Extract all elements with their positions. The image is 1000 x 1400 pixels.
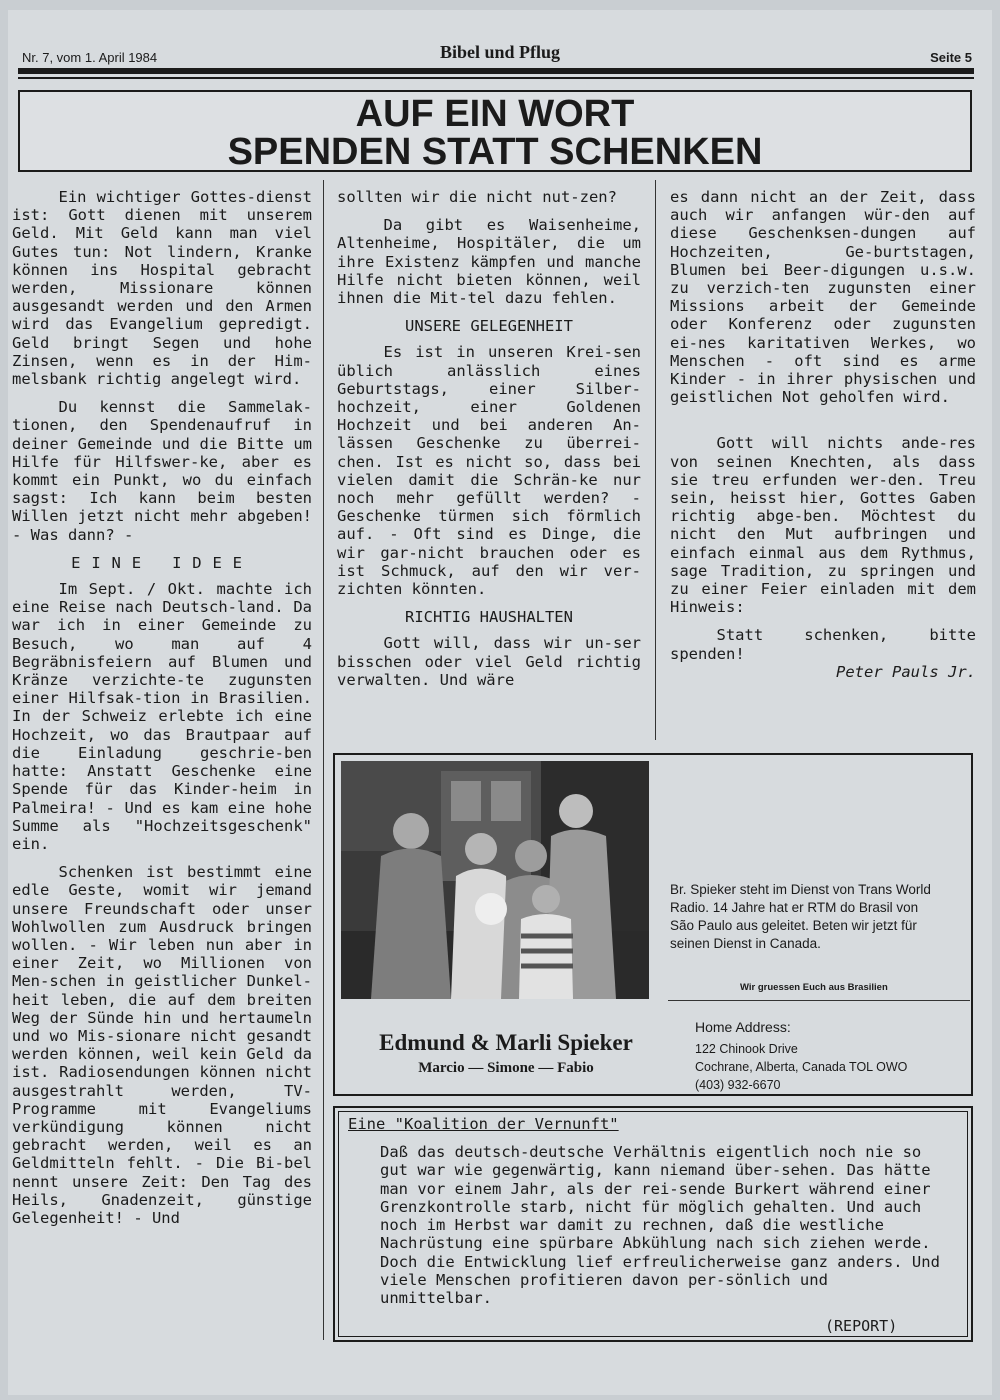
paragraph: Schenken ist bestimmt eine edle Geste, womit wir jemand unsere Freundschaft oder unser Wohlwollen zum Ausdruck bringen wollen. - Wir leben nun aber in einer Zeit, wo Millionen von Men-schen in geistlicher Dunkel-heit leben, die auf dem breiten Weg der Sünde hin und hertaumeln und wo Mis-sionare nicht gesandt werden können, weil kein Geld da ist. Radiosendungen können nicht ausgestrahlt werden, TV-Programme mit Evangeliums verkündigung können nicht gebracht werden, weil es an Geldmitteln fehlt. - Die Bi-bel nennt unsere Zeit: Den Tag des Heils, Gnadenzeit, günstige Gelegenheit! - Und (12, 863, 312, 1227)
author-signature: Peter Pauls Jr. (836, 662, 976, 681)
section-heading: EINE IDEE (71, 553, 253, 572)
paragraph: sollten wir die nicht nut-zen? (337, 188, 617, 206)
section-heading: UNSERE GELEGENHEIT (405, 317, 573, 336)
ad-caption: Br. Spieker steht im Dienst von Trans World Radio. 14 Jahre hat er RTM do Brasil von São Paulo aus geleitet. Beten wir jetzt für seinen Dienst in Canada. (670, 882, 931, 951)
paragraph: Es ist in unseren Krei-sen üblich anlässlich eines Geburtstags, einer Silber-hochzeit, einer Goldenen Hochzeit und bei anderen An-lässen Geschenke zu überrei-chen. Ist es nicht so, dass bei vielen damit die Schrän-ke nur noch mehr gefüllt werden? - Geschenke türmen sich förmlich auf. - Oft sind es Dinge, die wir gar-nicht brauchen oder es ist Schmuck, auf den wir ver-zichten könnten. (337, 343, 641, 599)
paragraph: Ein wichtiger Gottes-dienst ist: Gott dienen mit unserem Geld. Mit Geld kann man viel Gutes tun: Not lindern, Kranke können ins Hospital gebracht werden, Missionare können ausgesandt werden und den Armen wird das Evangelium gepredigt. Geld bringt Segen und hohe Zinsen, wenn es in der Him-melsbank richtig angelegt wird. (12, 188, 312, 389)
section-heading: RICHTIG HAUSHALTEN (405, 608, 573, 627)
column-divider (323, 180, 324, 1340)
headline-box (18, 90, 972, 172)
column-divider (655, 180, 656, 740)
report-title: Eine "Koalition der Vernunft" (348, 1115, 619, 1133)
paragraph: Gott will nichts ande-res von seinen Knechten, als dass sie treu erfunden wer-den. Treu sein, heisst hier, Gottes Gaben richtig abge-ben. Möchtest du nicht den Mut aufbringen und einfach einmal aus dem Rythmus, sage Tradition, zu springen und zu einer Feier einladen mit dem Hinweis: (670, 434, 976, 617)
ad-names: Edmund & Marli Spieker (379, 1030, 633, 1055)
report-source: (REPORT) (825, 1317, 898, 1335)
headline-line2: SPENDEN STATT SCHENKEN (227, 131, 763, 173)
family-photo-image (341, 761, 649, 999)
page-number: Seite 5 (930, 50, 972, 65)
article-column-1 (12, 188, 312, 1227)
paragraph: Gott will, dass wir un-ser bisschen oder viel Geld richtig verwalten. Und wäre (337, 634, 641, 689)
family-photo (341, 761, 649, 999)
paragraph: Da gibt es Waisenheime, Altenheime, Hospitäler, die um ihre Existenz kämpfen und manche Hilfe nicht bieten können, weil ihnen die Mit-tel dazu fehlen. (337, 216, 641, 308)
paragraph: es dann nicht an der Zeit, dass auch wir anfangen wür-den auf diese Geschenksen-dungen auf Hochzeiten, Ge-burtstagen, Blumen bei Beer-digungen u.s.w. zu verzich-ten zugunsten einer Missions arbeit der Gemeinde oder Konferenz oder zugunsten ei-nes karitativen Werkes, wo Menschen - oft sind es arme Kinder - in ihrer physischen und geistlichen Not geholfen wird. (670, 188, 976, 407)
paragraph: Statt schenken, bitte spenden! (670, 626, 976, 663)
address-city: Cochrane, Alberta, Canada TOL OWO (695, 1060, 908, 1074)
header-rule-thick (18, 68, 974, 74)
issue-date: Nr. 7, vom 1. April 1984 (22, 50, 158, 65)
ad-greeting: Wir gruessen Euch aus Brasilien (740, 982, 888, 993)
header-rule-thin (18, 77, 974, 79)
headline-line1: AUF EIN WORT (355, 93, 635, 135)
article-column-3 (670, 188, 976, 681)
ad-children: Marcio — Simone — Fabio (418, 1060, 594, 1076)
address-street: 122 Chinook Drive (695, 1042, 798, 1056)
paragraph: Du kennst die Sammelak-tionen, den Spendenaufruf in deiner Gemeinde und die Bitte um Hilfe für Hilfswer-ke, aber es kommt ein Punkt, wo du einfach sagst: Ich kann beim besten Willen jetzt nicht mehr abgeben! - Was dann? - (12, 398, 312, 544)
home-address-label: Home Address: (695, 1019, 791, 1035)
publication-name: Bibel und Pflug (439, 42, 561, 62)
ad-divider (668, 1000, 970, 1001)
article-column-2 (337, 188, 641, 689)
report-body: Daß das deutsch-deutsche Verhältnis eigentlich noch nie so gut war wie gegenwärtig, kann niemand über-sehen. Das hätte man vor einem Jahr, als der rei-sende Burkert während einer Grenzkontrolle starb, nicht für möglich gehalten. Und auch noch im Herbst war damit zu rechnen, daß die westliche Nachrüstung eine spürbare Abkühlung nach sich ziehen werde. Doch die Entwicklung lief erfreulicherweise ganz anders. Und viele Menschen profitieren davon per-sönlich und unmittelbar. (380, 1143, 940, 1308)
home-address (695, 1040, 907, 1094)
address-phone: (403) 932-6670 (695, 1078, 781, 1092)
paragraph: Im Sept. / Okt. machte ich eine Reise nach Deutsch-land. Da war ich in einer Gemeinde zu Besuch, wo man auf 4 Begräbnisfeiern auf Blumen und Kränze verzichte-te zugunsten einer Hilfsak-tion in Brasilien. In der Schweiz erlebte ich eine Hochzeit, wo das Brautpaar auf die Einladung geschrie-ben hatte: Anstatt Geschenke eine Spende für das Kinder-heim in Palmeira! - Und es kam eine hohe Summe als "Hochzeitsgeschenk" ein. (12, 580, 312, 853)
